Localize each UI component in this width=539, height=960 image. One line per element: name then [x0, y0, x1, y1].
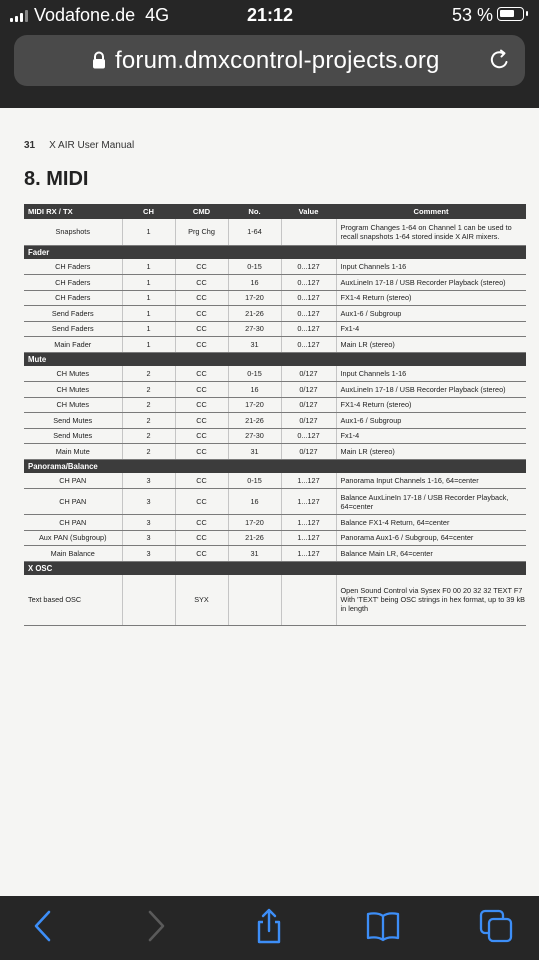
cmd-cell: CC — [175, 259, 228, 275]
value-cell: 0/127 — [281, 366, 336, 382]
cmd-cell: CC — [175, 337, 228, 353]
cmd-cell: CC — [175, 397, 228, 413]
table-row — [24, 546, 526, 562]
signal-strength-icon — [10, 10, 28, 22]
no-cell: 27-30 — [228, 321, 281, 337]
comment-cell: Input Channels 1-16 — [336, 366, 526, 382]
table-row — [24, 530, 526, 546]
comment-cell: Balance Main LR, 64=center — [336, 546, 526, 562]
cmd-cell: CC — [175, 515, 228, 531]
value-cell: 0...127 — [281, 428, 336, 444]
no-cell: 17-20 — [228, 397, 281, 413]
status-time: 21:12 — [247, 5, 294, 25]
comment-cell: Balance AuxLineIn 17-18 / USB Recorder Playback, 64=center — [336, 489, 526, 515]
midi-rxtx-cell: CH PAN — [24, 515, 122, 531]
manual-name: X AIR User Manual — [49, 140, 135, 151]
comment-cell: Main LR (stereo) — [336, 337, 526, 353]
no-cell: 17-20 — [228, 290, 281, 306]
browser-toolbar — [0, 896, 539, 960]
column-header: CMD — [175, 204, 228, 219]
value-cell: 0...127 — [281, 321, 336, 337]
no-cell: 0-15 — [228, 473, 281, 489]
midi-rxtx-cell: Text based OSC — [24, 575, 122, 625]
midi-rxtx-cell: Send Mutes — [24, 413, 122, 429]
comment-cell: AuxLineIn 17-18 / USB Recorder Playback (stereo) — [336, 382, 526, 398]
no-cell — [228, 575, 281, 625]
value-cell: 0/127 — [281, 382, 336, 398]
midi-rxtx-cell: CH Mutes — [24, 397, 122, 413]
ch-cell: 3 — [122, 546, 175, 562]
cmd-cell: CC — [175, 366, 228, 382]
section-label: Panorama/Balance — [24, 459, 526, 473]
table-header-row — [24, 204, 526, 219]
ch-cell: 1 — [122, 219, 175, 245]
value-cell: 1...127 — [281, 515, 336, 531]
table-row — [24, 489, 526, 515]
value-cell: 1...127 — [281, 473, 336, 489]
value-cell: 0...127 — [281, 337, 336, 353]
ch-cell: 3 — [122, 515, 175, 531]
section-label: Fader — [24, 245, 526, 259]
comment-cell: Fx1-4 — [336, 321, 526, 337]
midi-rxtx-cell: CH Mutes — [24, 366, 122, 382]
value-cell: 1...127 — [281, 489, 336, 515]
ch-cell: 1 — [122, 306, 175, 322]
table-row — [24, 473, 526, 489]
cmd-cell: CC — [175, 444, 228, 460]
ch-cell: 2 — [122, 428, 175, 444]
cmd-cell: CC — [175, 546, 228, 562]
no-cell: 16 — [228, 275, 281, 291]
value-cell — [281, 575, 336, 625]
no-cell: 0-15 — [228, 259, 281, 275]
cmd-cell: CC — [175, 428, 228, 444]
no-cell: 21-26 — [228, 413, 281, 429]
table-row — [24, 444, 526, 460]
battery-icon — [497, 7, 524, 21]
table-row — [24, 290, 526, 306]
midi-rxtx-cell: Main Mute — [24, 444, 122, 460]
section-header-row — [24, 561, 526, 575]
cmd-cell: CC — [175, 473, 228, 489]
comment-cell: Input Channels 1-16 — [336, 259, 526, 275]
section-header-row — [24, 245, 526, 259]
table-row — [24, 397, 526, 413]
cmd-cell: Prg Chg — [175, 219, 228, 245]
forward-icon[interactable] — [137, 908, 173, 944]
comment-cell: Aux1-6 / Subgroup — [336, 306, 526, 322]
ch-cell: 2 — [122, 444, 175, 460]
section-header-row — [24, 352, 526, 366]
value-cell: 1...127 — [281, 546, 336, 562]
comment-cell: Main LR (stereo) — [336, 444, 526, 460]
reload-icon[interactable] — [489, 49, 511, 71]
ch-cell: 1 — [122, 290, 175, 306]
table-row — [24, 575, 526, 625]
ch-cell: 1 — [122, 275, 175, 291]
value-cell — [281, 219, 336, 245]
carrier-name: Vodafone.de 4G — [34, 5, 170, 25]
midi-rxtx-cell: Main Balance — [24, 546, 122, 562]
midi-table — [24, 204, 526, 626]
ch-cell: 3 — [122, 530, 175, 546]
comment-cell: FX1-4 Return (stereo) — [336, 397, 526, 413]
table-row — [24, 428, 526, 444]
section-label: X OSC — [24, 561, 526, 575]
column-header: No. — [228, 204, 281, 219]
no-cell: 31 — [228, 546, 281, 562]
ch-cell: 1 — [122, 259, 175, 275]
comment-cell: AuxLineIn 17-18 / USB Recorder Playback (stereo) — [336, 275, 526, 291]
table-row — [24, 413, 526, 429]
column-header: Comment — [336, 204, 526, 219]
cmd-cell: CC — [175, 382, 228, 398]
comment-cell: Balance FX1-4 Return, 64=center — [336, 515, 526, 531]
cmd-cell: SYX — [175, 575, 228, 625]
no-cell: 21-26 — [228, 306, 281, 322]
url-text[interactable]: forum.dmxcontrol-projects.org — [115, 47, 440, 74]
no-cell: 31 — [228, 444, 281, 460]
cmd-cell: CC — [175, 530, 228, 546]
midi-rxtx-cell: CH PAN — [24, 473, 122, 489]
comment-cell: Panorama Input Channels 1-16, 64=center — [336, 473, 526, 489]
column-header: MIDI RX / TX — [24, 204, 122, 219]
no-cell: 0-15 — [228, 366, 281, 382]
bookmarks-icon[interactable] — [365, 908, 401, 944]
no-cell: 31 — [228, 337, 281, 353]
ch-cell: 3 — [122, 489, 175, 515]
value-cell: 1...127 — [281, 530, 336, 546]
share-icon[interactable] — [251, 908, 287, 944]
value-cell: 0/127 — [281, 397, 336, 413]
ch-cell: 1 — [122, 337, 175, 353]
midi-rxtx-cell: Main Fader — [24, 337, 122, 353]
comment-cell: Program Changes 1-64 on Channel 1 can be used to recall snapshots 1-64 stored inside X AIR mixers. — [336, 219, 526, 245]
table-body — [24, 219, 526, 625]
ch-cell: 2 — [122, 397, 175, 413]
comment-cell: Open Sound Control via Sysex F0 00 20 32 32 TEXT F7 With 'TEXT' being OSC strings in hex format, up to 39 kB in length — [336, 575, 526, 625]
document-page — [0, 108, 539, 896]
ch-cell: 3 — [122, 473, 175, 489]
address-bar[interactable] — [14, 35, 525, 86]
back-icon[interactable] — [26, 908, 62, 944]
column-header: CH — [122, 204, 175, 219]
table-row — [24, 515, 526, 531]
browser-top-bar — [0, 0, 539, 108]
status-bar — [0, 0, 539, 32]
section-label: Mute — [24, 352, 526, 366]
table-row — [24, 366, 526, 382]
value-cell: 0/127 — [281, 413, 336, 429]
cmd-cell: CC — [175, 413, 228, 429]
table-row — [24, 306, 526, 322]
no-cell: 27-30 — [228, 428, 281, 444]
midi-rxtx-cell: CH Faders — [24, 290, 122, 306]
midi-rxtx-cell: Aux PAN (Subgroup) — [24, 530, 122, 546]
page-header — [24, 140, 134, 151]
ch-cell: 2 — [122, 413, 175, 429]
value-cell: 0...127 — [281, 275, 336, 291]
cmd-cell: CC — [175, 321, 228, 337]
lock-icon — [92, 51, 106, 69]
midi-rxtx-cell: CH Faders — [24, 259, 122, 275]
value-cell: 0/127 — [281, 444, 336, 460]
cmd-cell: CC — [175, 290, 228, 306]
comment-cell: Fx1-4 — [336, 428, 526, 444]
table-row — [24, 275, 526, 291]
page-title: 8. MIDI — [24, 168, 89, 190]
table-row — [24, 321, 526, 337]
table-row — [24, 337, 526, 353]
midi-rxtx-cell: Send Faders — [24, 306, 122, 322]
ch-cell: 2 — [122, 382, 175, 398]
comment-cell: FX1-4 Return (stereo) — [336, 290, 526, 306]
comment-cell: Aux1-6 / Subgroup — [336, 413, 526, 429]
network-type: 4G — [145, 5, 170, 25]
no-cell: 17-20 — [228, 515, 281, 531]
no-cell: 21-26 — [228, 530, 281, 546]
table-row — [24, 259, 526, 275]
midi-rxtx-cell: Send Mutes — [24, 428, 122, 444]
value-cell: 0...127 — [281, 306, 336, 322]
value-cell: 0...127 — [281, 259, 336, 275]
midi-rxtx-cell: CH PAN — [24, 489, 122, 515]
cmd-cell: CC — [175, 306, 228, 322]
midi-rxtx-cell: Snapshots — [24, 219, 122, 245]
midi-rxtx-cell: CH Mutes — [24, 382, 122, 398]
midi-rxtx-cell: CH Faders — [24, 275, 122, 291]
section-header-row — [24, 459, 526, 473]
cmd-cell: CC — [175, 489, 228, 515]
no-cell: 16 — [228, 489, 281, 515]
table-row — [24, 219, 526, 245]
page-number: 31 — [24, 140, 36, 151]
ch-cell — [122, 575, 175, 625]
ch-cell: 2 — [122, 366, 175, 382]
value-cell: 0...127 — [281, 290, 336, 306]
column-header: Value — [281, 204, 336, 219]
battery-percent: 53 % — [452, 5, 494, 25]
midi-rxtx-cell: Send Faders — [24, 321, 122, 337]
no-cell: 16 — [228, 382, 281, 398]
cmd-cell: CC — [175, 275, 228, 291]
tabs-icon[interactable] — [478, 908, 514, 944]
ch-cell: 1 — [122, 321, 175, 337]
comment-cell: Panorama Aux1-6 / Subgroup, 64=center — [336, 530, 526, 546]
no-cell: 1-64 — [228, 219, 281, 245]
table-row — [24, 382, 526, 398]
